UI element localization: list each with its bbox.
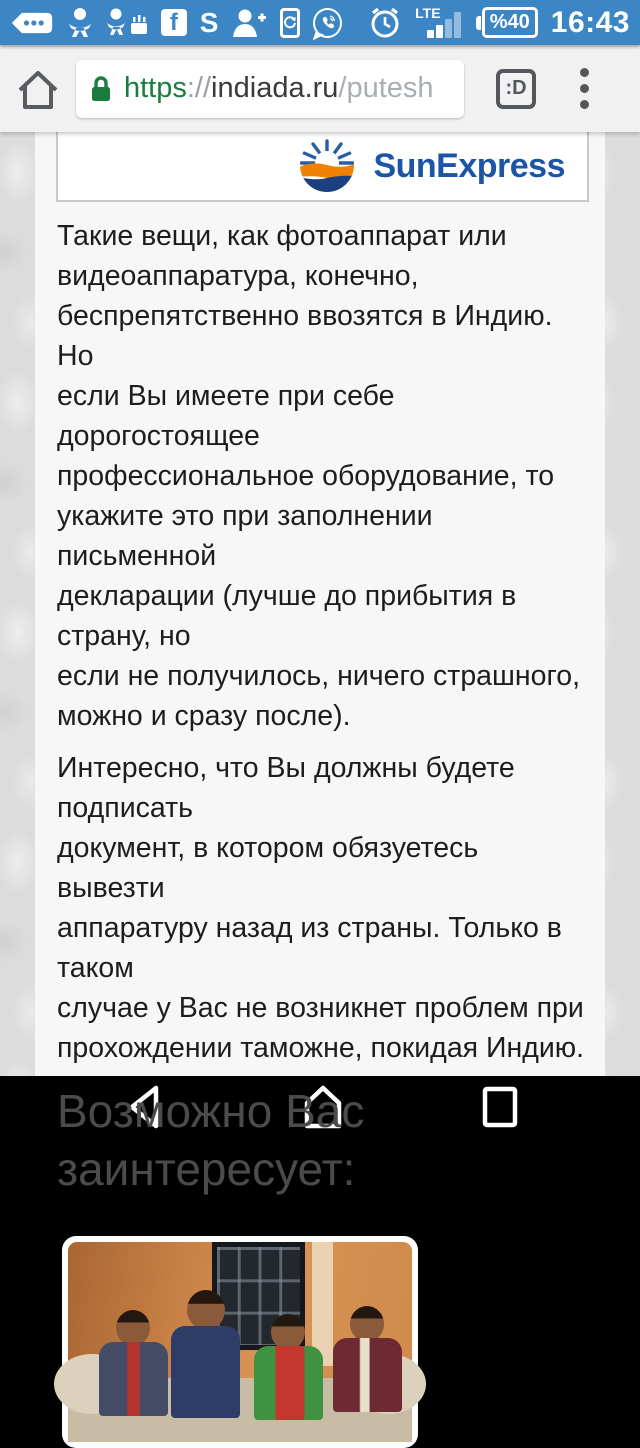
home-icon[interactable] [14, 65, 62, 113]
overflow-menu-button[interactable] [580, 68, 589, 109]
web-page[interactable] [0, 132, 640, 1195]
messages-icon [10, 6, 54, 40]
skype-icon: S [199, 6, 219, 38]
person-figure [99, 1310, 168, 1416]
article-content [35, 132, 605, 1195]
related-post-card[interactable] [62, 1236, 418, 1448]
battery-icon: %40 [476, 7, 538, 38]
paragraph-customs-equipment: Такие вещи, как фотоаппарат или видеоаппаратура, конечно, беспрепятственно ввозятся в Индию. Но если Вы имеете при себе дорогостоящее профессиональное оборудование, то укажите это при заполнении письменной декларации (лучше до прибытия в страну, но если не получилось, ничего страшного, можно и сразу после). [57, 220, 581, 732]
add-contact-icon [231, 6, 267, 40]
related-posts-heading: Возможно Вас заинтересует: [57, 1085, 365, 1195]
sunexpress-sun-icon [299, 133, 355, 195]
person-figure [254, 1314, 323, 1420]
viber-icon [313, 8, 342, 38]
url-scheme: https [124, 72, 187, 104]
odnoklassniki-icon [67, 6, 93, 40]
status-clock: 16:43 [550, 5, 630, 39]
sunexpress-logo-figure [56, 132, 589, 202]
status-bar [0, 0, 640, 45]
sunexpress-logo-text: SunExpress [373, 146, 565, 185]
odnoklassniki-birthday-icon [106, 6, 148, 40]
facebook-icon: f [161, 9, 187, 36]
family-photo[interactable] [68, 1242, 412, 1442]
person-figure [333, 1306, 402, 1412]
https-lock-icon [88, 74, 114, 104]
url-bar[interactable] [76, 60, 464, 118]
tab-switcher-button[interactable]: :D [496, 69, 536, 109]
url-path: /putesh [338, 72, 434, 104]
browser-toolbar [0, 45, 640, 132]
person-figure [171, 1290, 240, 1418]
url-separator: :// [186, 72, 212, 104]
alarm-icon [368, 6, 402, 40]
paragraph-export-document: Интересно, что Вы должны будете подписать документ, в котором обязуетесь вывезти аппаратуру назад из страны. Только в таком случае у Вас не возникнет проблем при прохождении таможне, покидая Индию. [57, 752, 585, 1064]
cellular-signal-icon: LTE [415, 6, 463, 40]
url-host: indiada.ru [211, 72, 339, 104]
phone-sync-icon [280, 8, 300, 38]
